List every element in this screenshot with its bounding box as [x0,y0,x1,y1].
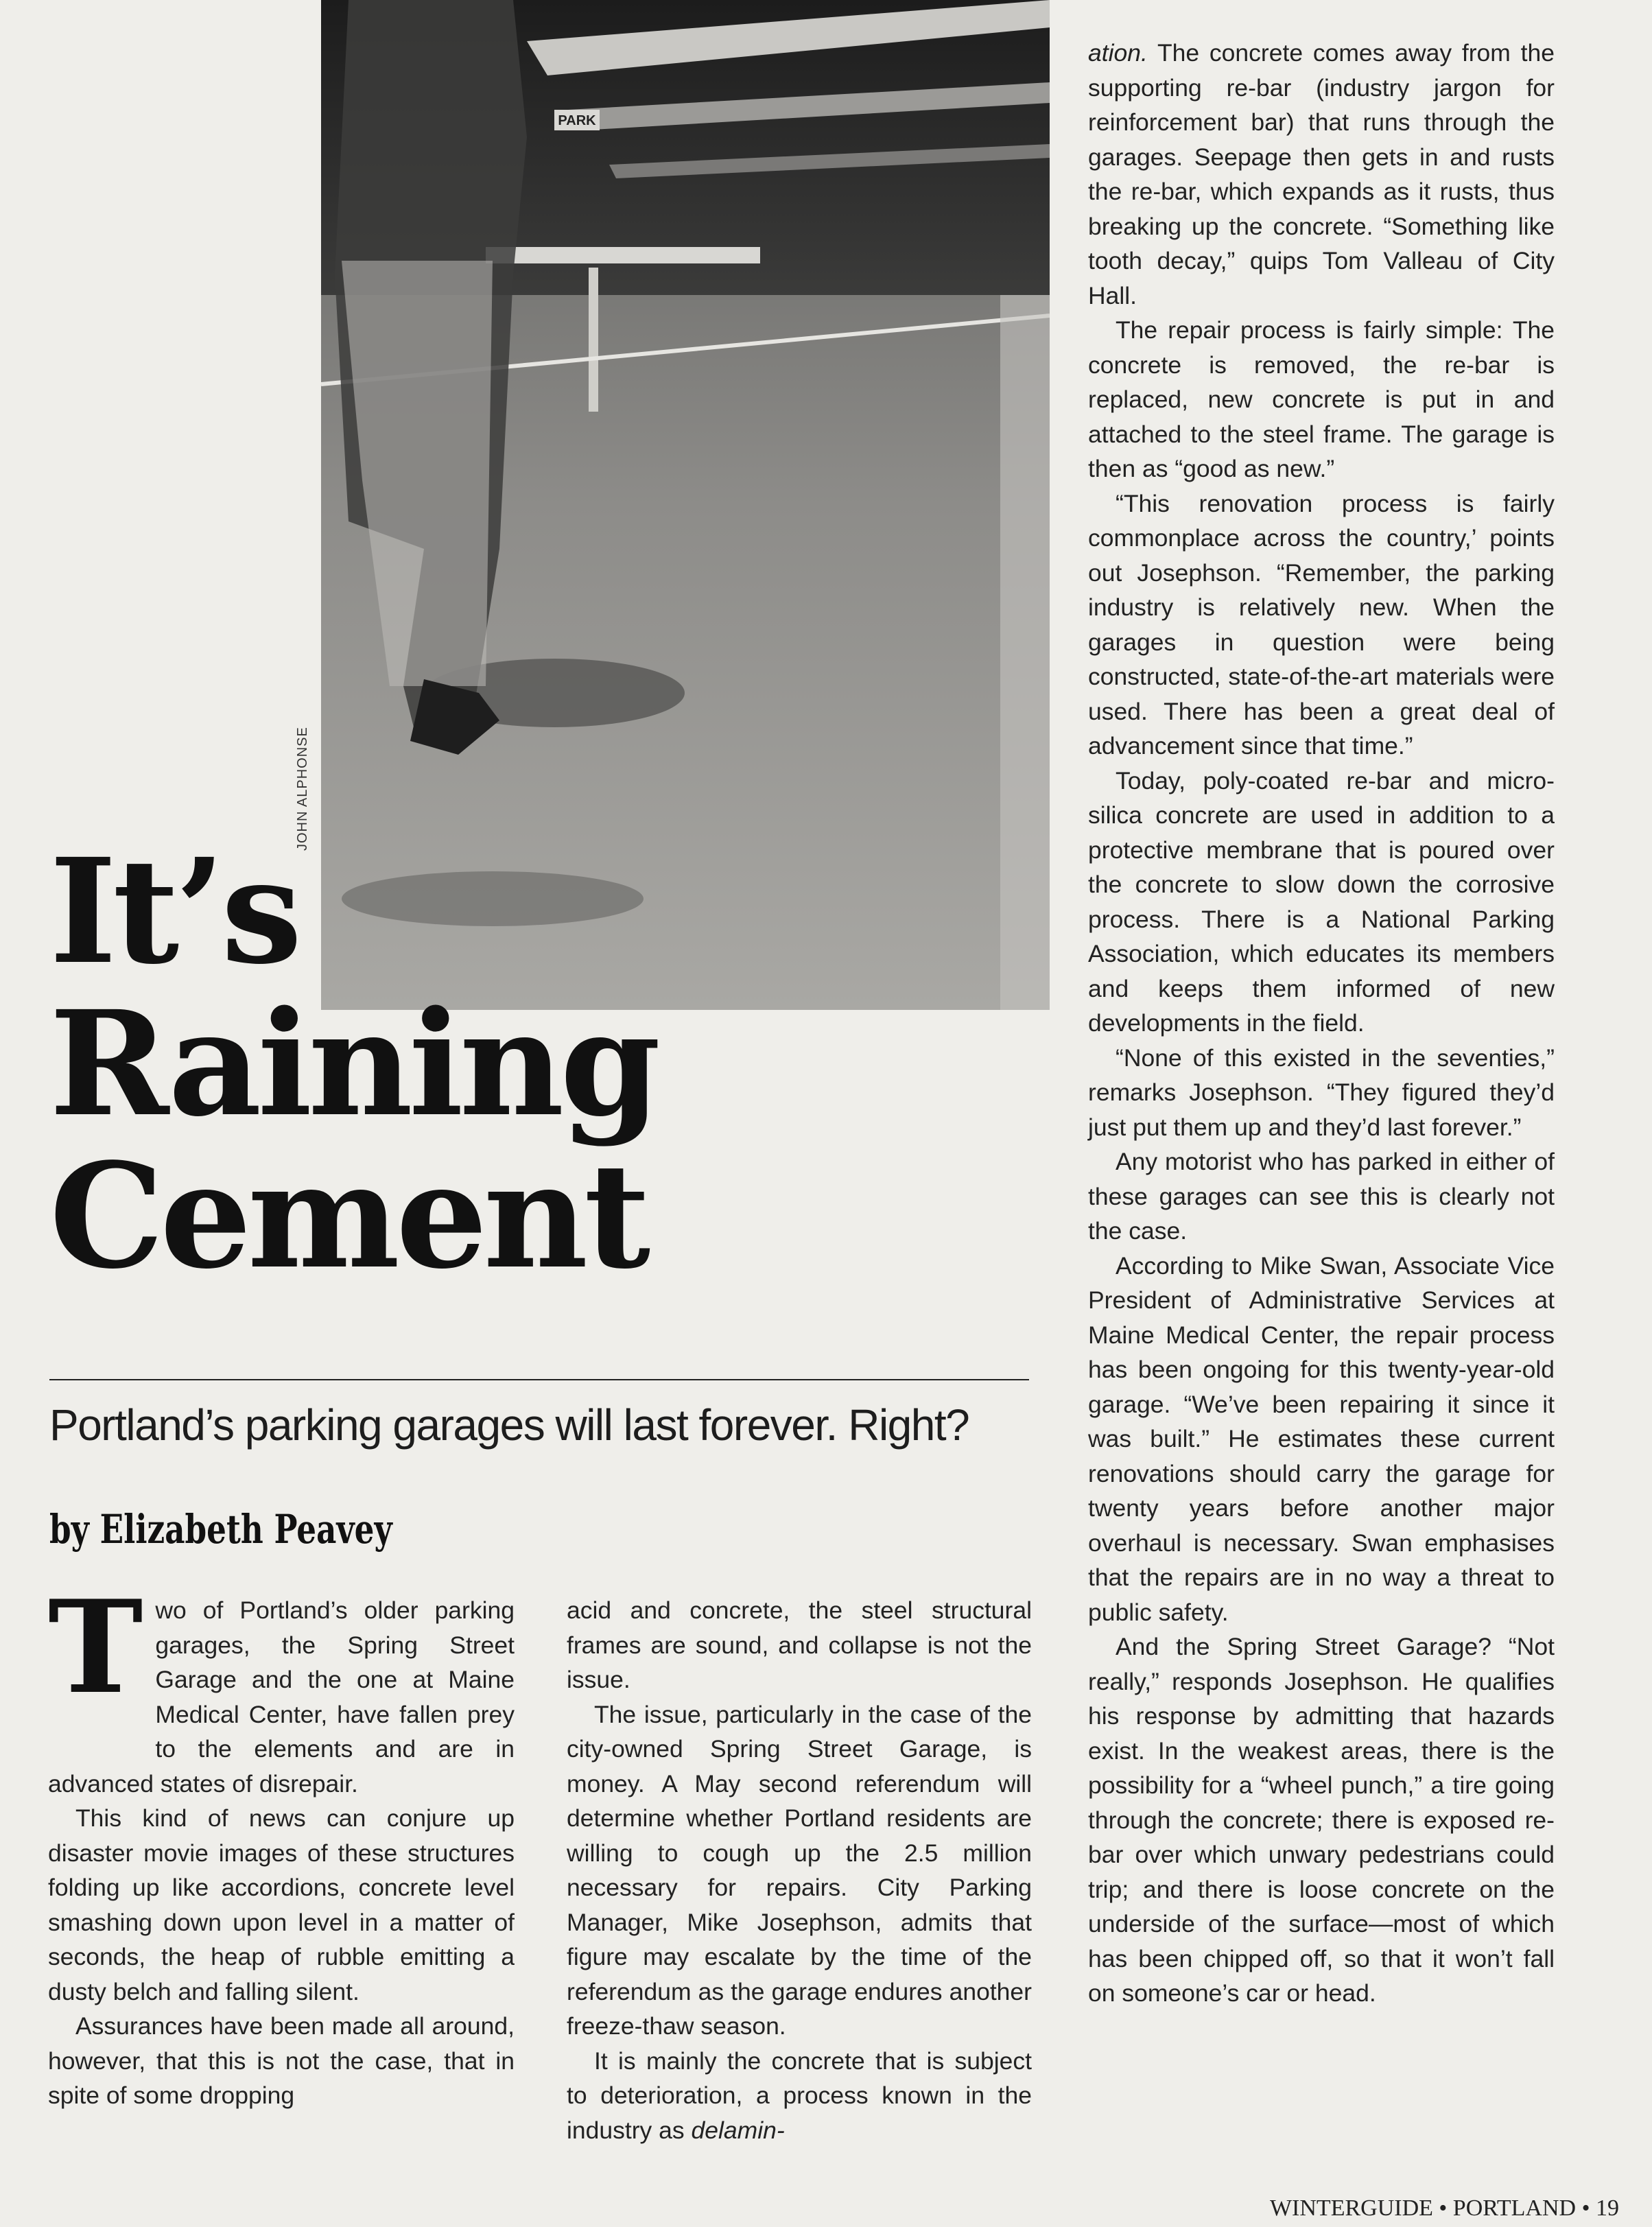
paragraph-text: It is mainly the concrete that is subject to deterioration, a process known in the industry as [567,2047,1032,2144]
paragraph: “None of this existed in the seventies,” remarks Josephson. “They figured they’d just put them up and they’d last forever.” [1088,1044,1555,1141]
paragraph [1088,36,1555,313]
paragraph: According to Mike Swan, Associate Vice President of Administrative Services at Maine Medical Center, the repair process has been ongoing for this twenty-year-old garage. “We’ve been repairing it since it was built.” He estimates these current renovations should carry the garage for twenty years before another major overhaul is necessary. Swan emphasises that the repairs are in no way a threat to public safety. [1088,1251,1555,1626]
title-line-1: It’s [49,827,298,996]
paragraph [48,1572,515,1801]
article-subtitle: Portland’s parking garages will last forever. Right? [49,1400,969,1450]
paragraph: Assurances have been made all around, however, that this is not the case, that in spite of some dropping [48,2012,515,2109]
title-line-2: Raining [49,979,657,1148]
paragraph: The issue, particularly in the case of the city-owned Spring Street Garage, is money. A May second referendum will determine whether Portland residents are willing to cough up the 2.5 million necessary for repairs. City Parking Manager, Mike Josephson, admits that figure may escalate by the time of the referendum as the garage endures another freeze-thaw season. [567,1700,1032,2040]
paragraph-text: wo of Portland’s older parking garages, the Spring Street Garage and the one at Maine Medical Center, have fallen prey to the elements and are in advanced states of disrepair. [48,1596,515,1798]
article-column-2 [567,1593,1032,2147]
article-byline: by Elizabeth Peavey [49,1506,392,1553]
italic-term: ation. [1088,39,1148,67]
page-footer: WINTERGUIDE • PORTLAND • 19 [1269,2195,1619,2221]
title-divider [49,1379,1029,1380]
paragraph: Any motorist who has parked in either of these garages can see this is clearly not the case. [1088,1148,1555,1245]
paragraph: acid and concrete, the steel structural frames are sound, and collapse is not the issue. [567,1596,1032,1693]
italic-term: delamin- [691,2116,785,2144]
article-column-3 [1088,36,1555,2011]
drop-cap: T [48,1572,143,1722]
article-title [49,827,667,1301]
paragraph: The repair process is fairly simple: The concrete is removed, the re-bar is replaced, new concrete is put in and attached to the steel frame. The garage is then as “good as new.” [1088,316,1555,482]
photo-credit: JOHN ALPHONSE [295,727,310,851]
park-sign: PARK [558,113,596,128]
paragraph: This kind of news can conjure up disaster movie images of these structures folding up like accordions, concrete level smashing down upon level in a matter of seconds, the heap of rubble emitting a dusty belch and falling silent. [48,1804,515,2005]
paragraph: Today, poly-coated re-bar and micro-silica concrete are used in addition to a protective membrane that is poured over the concrete to slow down the corrosive process. There is a National Parking Association, which educates its members and keeps them informed of new developments in the field. [1088,766,1555,1037]
paragraph: And the Spring Street Garage? “Not really,” responds Josephson. He qualifies his response by admitting that hazards exist. In the weakest areas, there is the possibility for a “wheel punch,” a tire going through the concrete; there is exposed re-bar over which unwary pedestrians could trip; and there is loose concrete on the underside of the surface—most of which has been chipped off, so that it won’t fall on someone’s car or head. [1088,1633,1555,2007]
article-column-1 [48,1572,515,2113]
title-line-3: Cement [49,1131,647,1301]
paragraph: “This renovation process is fairly commonplace across the country,’ points out Josephson. “Remember, the parking industry is relatively new. When the garages in question were being constructed, state-of-the-art materials were used. There has been a great deal of advancement since that time.” [1088,489,1555,759]
paragraph-text: The concrete comes away from the supporting re-bar (industry jargon for reinforcement bar) that runs through the garages. Seepage then gets in and rusts the re-bar, which expands as it rusts, thus breaking up the concrete. “Something like tooth decay,” quips Tom Valleau of City Hall. [1088,39,1555,309]
paragraph [567,2044,1032,2148]
